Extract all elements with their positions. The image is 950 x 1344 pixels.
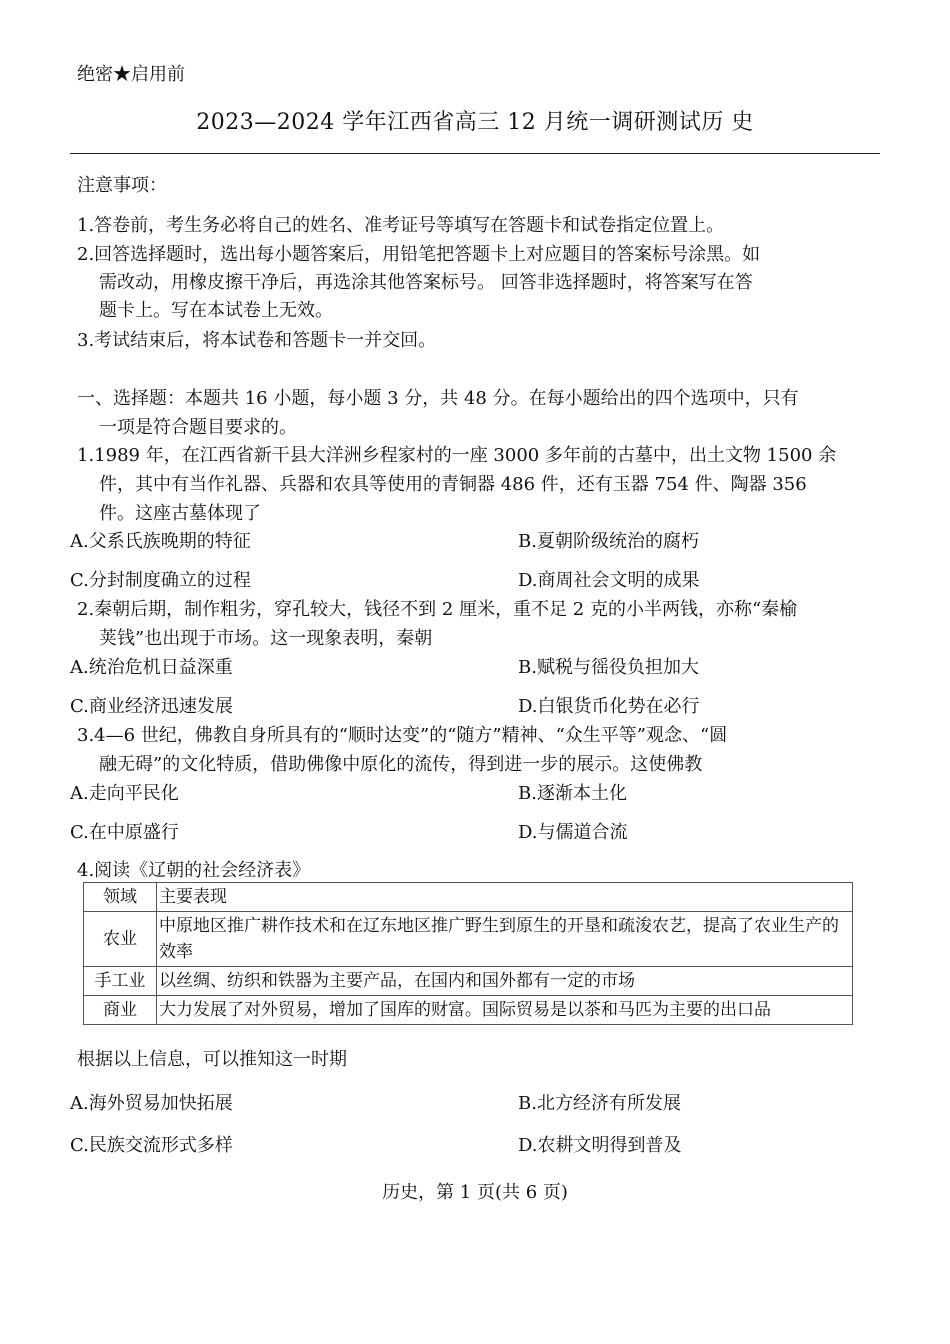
section-instructions: 一项是符合题目要求的。 bbox=[99, 417, 297, 438]
notice-line: 1.答卷前，考生务必将自己的姓名、准考证号等填写在答题卡和试卷指定位置上。 bbox=[77, 215, 725, 236]
question-3-text: 融无碍”的文化特质，借助佛像中原化的流传，得到进一步的展示。这使佛教 bbox=[99, 754, 703, 775]
exam-title: 2023—2024 学年江西省高三 12 月统一调研测试历 史 bbox=[196, 110, 754, 135]
table-cell-description: 大力发展了对外贸易，增加了国库的财富。国际贸易是以茶和马匹为主要的出口品 bbox=[157, 996, 853, 1025]
table-row bbox=[84, 967, 853, 996]
question-3-option-d: D.与儒道合流 bbox=[518, 822, 628, 843]
question-1-option-c: C.分封制度确立的过程 bbox=[70, 570, 251, 591]
table-row bbox=[84, 996, 853, 1025]
question-3-option-c: C.在中原盛行 bbox=[70, 822, 179, 843]
question-2-text: 2.秦朝后期，制作粗劣，穿孔较大，钱径不到 2 厘米，重不足 2 克的小半两钱，亦称“秦榆 bbox=[77, 599, 798, 620]
question-4-option-c: C.民族交流形式多样 bbox=[70, 1135, 233, 1156]
question-1-text: 件，其中有当作礼器、兵器和农具等使用的青铜器 486 件，还有玉器 754 件、陶器 356 bbox=[99, 474, 807, 495]
notice-line: 2.回答选择题时，选出每小题答案后，用铅笔把答题卡上对应题目的答案标号涂黑。如 bbox=[77, 244, 761, 265]
notice-heading: 注意事项： bbox=[77, 175, 167, 196]
question-2-option-b: B.赋税与徭役负担加大 bbox=[518, 657, 699, 678]
notice-line: 3.考试结束后，将本试卷和答题卡一并交回。 bbox=[77, 330, 437, 351]
liao-economy-table bbox=[83, 882, 853, 1025]
table-cell-domain: 商业 bbox=[84, 996, 157, 1025]
question-2-option-a: A.统治危机日益深重 bbox=[70, 657, 233, 678]
table-header-cell: 领域 bbox=[84, 883, 157, 912]
table-cell-description: 以丝绸、纺织和铁器为主要产品，在国内和国外都有一定的市场 bbox=[157, 967, 853, 996]
question-3-option-b: B.逐渐本土化 bbox=[518, 783, 627, 804]
page-footer: 历史，第 1 页(共 6 页) bbox=[382, 1182, 568, 1203]
question-4-option-d: D.农耕文明得到普及 bbox=[518, 1135, 682, 1156]
table-cell-domain: 手工业 bbox=[84, 967, 157, 996]
question-2-option-d: D.白银货币化势在必行 bbox=[518, 696, 700, 717]
notice-line: 需改动，用橡皮擦干净后，再选涂其他答案标号。 回答非选择题时，将答案写在答 bbox=[99, 272, 753, 293]
confidential-label: 绝密★启用前 bbox=[77, 64, 185, 85]
question-2-option-c: C.商业经济迅速发展 bbox=[70, 696, 233, 717]
table-cell-description: 中原地区推广耕作技术和在辽东地区推广野生到原生的开垦和疏浚农艺，提高了农业生产的效率 bbox=[157, 912, 853, 967]
question-4-text: 根据以上信息，可以推知这一时期 bbox=[77, 1049, 347, 1070]
question-3-option-a: A.走向平民化 bbox=[70, 783, 179, 804]
question-1-text: 1.1989 年，在江西省新干县大洋洲乡程家村的一座 3000 多年前的古墓中，出土文物 1500 余 bbox=[77, 445, 837, 466]
title-divider bbox=[70, 153, 880, 154]
notice-line: 题卡上。写在本试卷上无效。 bbox=[99, 300, 333, 321]
table-header-cell: 主要表现 bbox=[157, 883, 853, 912]
question-4-option-a: A.海外贸易加快拓展 bbox=[70, 1093, 233, 1114]
table-cell-domain: 农业 bbox=[84, 912, 157, 967]
table-row bbox=[84, 912, 853, 967]
question-1-option-d: D.商周社会文明的成果 bbox=[518, 570, 700, 591]
question-1-option-b: B.夏朝阶级统治的腐朽 bbox=[518, 531, 699, 552]
table-header-row bbox=[84, 883, 853, 912]
question-2-text: 荚钱”也出现于市场。这一现象表明，秦朝 bbox=[99, 628, 433, 649]
question-4-option-b: B.北方经济有所发展 bbox=[518, 1093, 681, 1114]
question-3-text: 3.4—6 世纪，佛教自身所具有的“顺时达变”的“随方”精神、“众生平等”观念、“圆 bbox=[77, 725, 728, 746]
question-1-option-a: A.父系氏族晚期的特征 bbox=[70, 531, 251, 552]
section-instructions: 一、选择题：本题共 16 小题，每小题 3 分，共 48 分。在每小题给出的四个选项中，只有 bbox=[77, 388, 799, 409]
question-1-text: 件。这座古墓体现了 bbox=[99, 503, 261, 524]
question-4-intro: 4.阅读《辽朝的社会经济表》 bbox=[77, 860, 311, 881]
